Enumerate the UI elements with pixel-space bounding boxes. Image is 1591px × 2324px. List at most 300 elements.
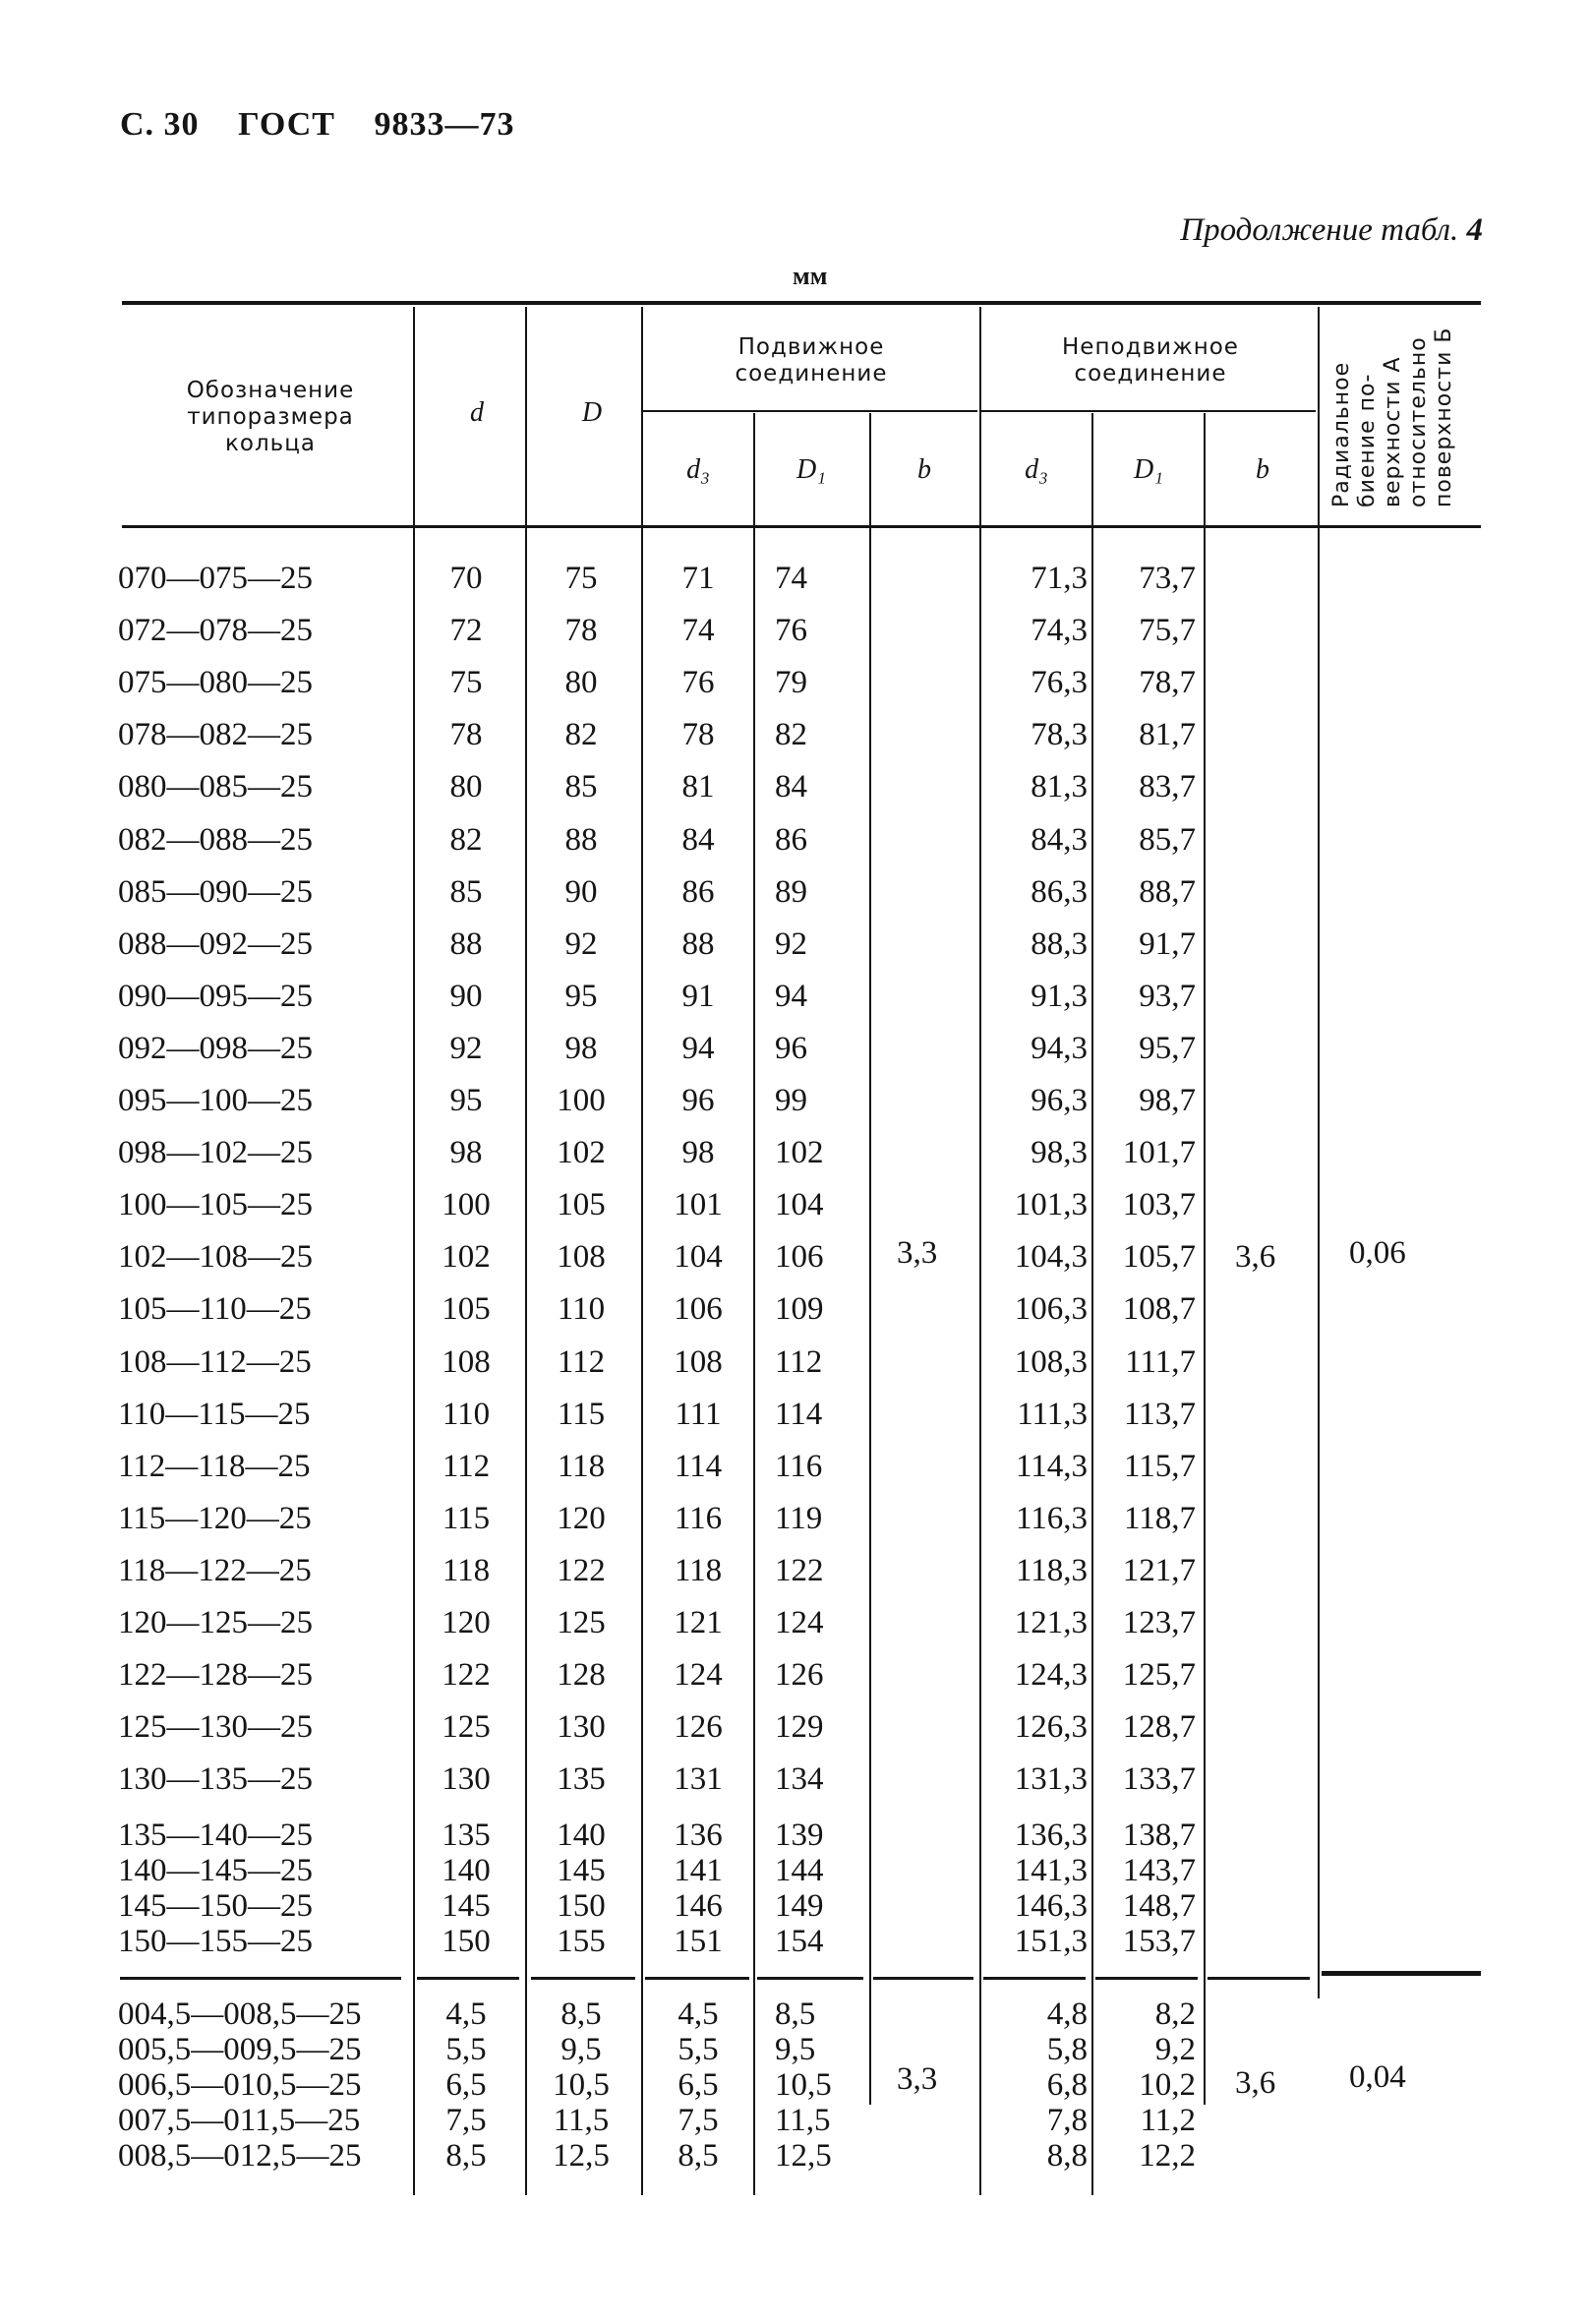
fixed-d3-cell: 136,3	[1014, 1817, 1088, 1853]
movable-D1-cell: 114	[775, 1397, 823, 1432]
d-cell: 135	[442, 1817, 491, 1853]
D-cell: 105	[557, 1187, 606, 1222]
table-row	[0, 1551, 1591, 1590]
fixed-D1-cell: 133,7	[1122, 1761, 1196, 1797]
D-cell: 108	[557, 1239, 606, 1275]
movable-d3-cell: 101	[674, 1187, 723, 1222]
group-separator-9	[1322, 1971, 1481, 1976]
fixed-d3-cell: 116,3	[1015, 1501, 1088, 1536]
fixed-d3-cell: 94,3	[1031, 1031, 1088, 1066]
designation-cell: 080—085—25	[118, 769, 313, 804]
movable-d3-cell: 124	[674, 1657, 723, 1693]
designation-cell: 090—095—25	[118, 979, 313, 1014]
movable-d3-cell: 118	[674, 1553, 723, 1588]
d-cell: 102	[442, 1239, 491, 1275]
movable-D1-cell: 109	[775, 1291, 824, 1327]
group-separator-3	[645, 1977, 749, 1980]
table-row	[0, 559, 1591, 598]
designation-header: Обозначение типоразмера кольца	[186, 378, 355, 456]
group-separator-5	[873, 1977, 973, 1980]
fixed-d3-cell: 106,3	[1014, 1291, 1088, 1327]
table-number: 4	[1466, 212, 1483, 248]
fixed-d3-cell: 118,3	[1015, 1553, 1088, 1588]
designation-cell: 105—110—25	[118, 1291, 312, 1327]
table-row	[0, 1133, 1591, 1172]
table-continuation	[983, 212, 1483, 249]
movable-D1-header: D₁	[796, 454, 826, 485]
fixed-D1-cell: 148,7	[1122, 1888, 1196, 1924]
D-cell: 150	[557, 1888, 606, 1924]
movable-D1-cell: 89	[775, 874, 807, 910]
movable-d3-cell: 108	[674, 1344, 723, 1380]
fixed-D1-cell: 138,7	[1122, 1817, 1196, 1853]
fixed-D1-cell: 98,7	[1139, 1083, 1196, 1118]
movable-d3-cell: 114	[674, 1449, 723, 1484]
D-cell: 125	[557, 1605, 606, 1640]
d-cell: 118	[442, 1553, 491, 1588]
fixed-D1-cell: 9,2	[1154, 2032, 1196, 2067]
table-row	[0, 1081, 1591, 1120]
movable-d3-cell: 76	[681, 665, 715, 700]
fixed-D1-cell: 85,7	[1139, 822, 1196, 858]
d-cell: 145	[442, 1888, 491, 1924]
designation-cell: 075—080—25	[118, 665, 313, 700]
D-cell: 82	[564, 717, 598, 752]
fixed-d3-cell: 71,3	[1031, 561, 1088, 596]
fixed-D1-cell: 113,7	[1123, 1397, 1196, 1432]
D-cell: 128	[557, 1657, 606, 1693]
d-cell: 85	[449, 874, 483, 910]
fixed-D1-cell: 95,7	[1139, 1031, 1196, 1066]
fixed-d3-cell: 74,3	[1031, 613, 1088, 648]
d-cell: 6,5	[445, 2067, 487, 2103]
fixed-d3-cell: 101,3	[1014, 1187, 1088, 1222]
D-cell: 140	[557, 1817, 606, 1853]
designation-cell: 070—075—25	[118, 561, 313, 596]
fixed-D1-cell: 118,7	[1123, 1501, 1196, 1536]
designation-cell: 112—118—25	[118, 1449, 311, 1484]
movable-d3-cell: 6,5	[678, 2067, 719, 2103]
D-cell: 118	[557, 1449, 606, 1484]
table-row	[0, 1886, 1591, 1926]
table-row	[0, 1029, 1591, 1068]
fixed-d3-cell: 8,8	[1046, 2138, 1088, 2174]
movable-D1-cell: 99	[775, 1083, 807, 1118]
d-cell: 150	[442, 1924, 491, 1959]
table-row	[0, 2138, 1591, 2177]
d-cell: 82	[449, 822, 483, 858]
D-cell: 145	[557, 1853, 606, 1888]
group2-runout: 0,04	[1349, 2059, 1406, 2095]
d-cell: 120	[442, 1605, 491, 1640]
group-separator-4	[757, 1977, 863, 1980]
designation-cell: 102—108—25	[118, 1239, 313, 1275]
D-cell: 85	[564, 769, 598, 804]
table-row	[0, 663, 1591, 702]
movable-D1-cell: 144	[775, 1853, 824, 1888]
d-cell: 140	[442, 1853, 491, 1888]
movable-d3-cell: 8,5	[678, 2138, 719, 2174]
movable-d3-cell: 131	[674, 1761, 723, 1797]
runout-header: Радиальное биение по- верхности А относительно поверхности Б	[1329, 327, 1456, 507]
fixed-D1-cell: 91,7	[1139, 926, 1196, 962]
movable-b-header: b	[917, 454, 931, 485]
fixed-D1-cell: 121,7	[1122, 1553, 1196, 1588]
designation-cell: 098—102—25	[118, 1135, 313, 1170]
fixed-D1-cell: 143,7	[1122, 1853, 1196, 1888]
D-cell: 95	[564, 979, 598, 1014]
group2-fixed-b: 3,6	[1235, 2065, 1276, 2101]
fixed-d3-cell: 126,3	[1014, 1709, 1088, 1745]
D-cell: 9,5	[560, 2032, 602, 2067]
movable-d3-cell: 116	[674, 1501, 723, 1536]
movable-D1-cell: 124	[775, 1605, 824, 1640]
fixed-d3-cell: 124,3	[1014, 1657, 1088, 1693]
movable-D1-cell: 104	[775, 1187, 824, 1222]
group-separator-2	[531, 1977, 635, 1980]
movable-D1-cell: 122	[775, 1553, 824, 1588]
D-cell: 120	[557, 1501, 606, 1536]
movable-D1-cell: 11,5	[775, 2103, 831, 2138]
movable-D1-cell: 76	[775, 613, 807, 648]
table-row	[0, 1851, 1591, 1890]
fixed-d3-cell: 131,3	[1014, 1761, 1088, 1797]
movable-d3-cell: 126	[674, 1709, 723, 1745]
movable-D1-cell: 112	[775, 1344, 823, 1380]
fixed-d3-cell: 4,8	[1046, 1996, 1088, 2032]
D-header: D	[581, 397, 603, 428]
d-cell: 108	[442, 1344, 491, 1380]
designation-cell: 078—082—25	[118, 717, 313, 752]
group-separator-8	[1208, 1977, 1310, 1980]
designation-cell: 095—100—25	[118, 1083, 313, 1118]
d-cell: 130	[442, 1761, 491, 1797]
fixed-d3-cell: 7,8	[1046, 2103, 1088, 2138]
fixed-d3-cell: 81,3	[1031, 769, 1088, 804]
table-row	[0, 1759, 1591, 1799]
d-cell: 95	[449, 1083, 483, 1118]
d-cell: 105	[442, 1291, 491, 1327]
movable-D1-cell: 74	[775, 561, 807, 596]
designation-cell: 008,5—012,5—25	[118, 2138, 362, 2174]
group1-fixed-b: 3,6	[1235, 1239, 1276, 1275]
fixed-D1-cell: 12,2	[1139, 2138, 1196, 2174]
movable-D1-cell: 84	[775, 769, 807, 804]
table-row	[0, 1816, 1591, 1855]
group2-movable-b: 3,3	[897, 2061, 938, 2097]
movable-d3-cell: 141	[674, 1853, 723, 1888]
fixed-D1-cell: 83,7	[1139, 769, 1196, 804]
designation-cell: 005,5—009,5—25	[118, 2032, 362, 2067]
movable-d3-cell: 7,5	[678, 2103, 719, 2138]
d-header: d	[470, 397, 484, 428]
fixed-D1-cell: 93,7	[1139, 979, 1196, 1014]
fixed-D1-header: D₁	[1134, 454, 1163, 485]
fixed-d3-cell: 96,3	[1031, 1083, 1088, 1118]
fixed-D1-cell: 101,7	[1122, 1135, 1196, 1170]
movable-d3-cell: 136	[674, 1817, 723, 1853]
unit-label: мм	[793, 262, 828, 290]
table-row	[0, 1707, 1591, 1747]
designation-cell: 135—140—25	[118, 1817, 313, 1853]
movable-D1-cell: 106	[775, 1239, 824, 1275]
movable-D1-cell: 149	[775, 1888, 824, 1924]
designation-cell: 004,5—008,5—25	[118, 1996, 362, 2032]
movable-D1-cell: 86	[775, 822, 807, 858]
fixed-d3-cell: 111,3	[1017, 1397, 1088, 1432]
fixed-D1-cell: 128,7	[1122, 1709, 1196, 1745]
fixed-d3-cell: 86,3	[1031, 874, 1088, 910]
designation-cell: 145—150—25	[118, 1888, 313, 1924]
movable-D1-cell: 102	[775, 1135, 824, 1170]
continuation-label: Продолжение табл.	[1180, 212, 1459, 248]
fixed-D1-cell: 103,7	[1122, 1187, 1196, 1222]
movable-d3-cell: 71	[681, 561, 715, 596]
movable-d3-cell: 106	[674, 1291, 723, 1327]
fixed-d3-cell: 151,3	[1014, 1924, 1088, 1959]
movable-d3-cell: 151	[674, 1924, 723, 1959]
designation-cell: 110—115—25	[118, 1397, 311, 1432]
d-cell: 5,5	[445, 2032, 487, 2067]
movable-D1-cell: 82	[775, 717, 807, 752]
movable-d3-cell: 104	[674, 1239, 723, 1275]
movable-d3-cell: 5,5	[678, 2032, 719, 2067]
fixed-d3-cell: 98,3	[1031, 1135, 1088, 1170]
fixed-D1-cell: 115,7	[1123, 1449, 1196, 1484]
movable-d3-cell: 4,5	[678, 1996, 719, 2032]
movable-D1-cell: 154	[775, 1924, 824, 1959]
table-row	[0, 820, 1591, 860]
D-cell: 130	[557, 1709, 606, 1745]
movable-D1-cell: 119	[775, 1501, 823, 1536]
group1-movable-b: 3,3	[897, 1235, 938, 1271]
D-cell: 135	[557, 1761, 606, 1797]
page-header	[120, 106, 544, 144]
movable-D1-cell: 9,5	[775, 2032, 816, 2067]
fixed-d3-cell: 108,3	[1014, 1344, 1088, 1380]
designation-cell: 072—078—25	[118, 613, 313, 648]
movable-D1-cell: 12,5	[775, 2138, 832, 2174]
movable-D1-cell: 79	[775, 665, 807, 700]
movable-d3-cell: 121	[674, 1605, 723, 1640]
movable-d3-cell: 146	[674, 1888, 723, 1924]
d-cell: 75	[449, 665, 483, 700]
designation-cell: 120—125—25	[118, 1605, 313, 1640]
designation-cell: 140—145—25	[118, 1853, 313, 1888]
designation-cell: 085—090—25	[118, 874, 313, 910]
group-separator-1	[417, 1977, 519, 1980]
table-row	[0, 1447, 1591, 1486]
d-cell: 70	[449, 561, 483, 596]
table-row	[0, 1499, 1591, 1538]
D-cell: 80	[564, 665, 598, 700]
table-row	[0, 1655, 1591, 1695]
designation-cell: 122—128—25	[118, 1657, 313, 1693]
movable-D1-cell: 94	[775, 979, 807, 1014]
D-cell: 8,5	[560, 1996, 602, 2032]
D-cell: 155	[557, 1924, 606, 1959]
group-separator-7	[1095, 1977, 1198, 1980]
designation-cell: 082—088—25	[118, 822, 313, 858]
table-row	[0, 977, 1591, 1016]
table-row	[0, 1996, 1591, 2036]
D-cell: 100	[557, 1083, 606, 1118]
D-cell: 98	[564, 1031, 598, 1066]
fixed-D1-cell: 78,7	[1139, 665, 1196, 700]
designation-cell: 100—105—25	[118, 1187, 313, 1222]
D-cell: 11,5	[553, 2103, 610, 2138]
movable-connection-header: Подвижное соединение	[735, 334, 888, 387]
d-cell: 100	[442, 1187, 491, 1222]
fixed-d3-cell: 76,3	[1031, 665, 1088, 700]
fixed-b-header: b	[1256, 454, 1269, 485]
movable-D1-cell: 116	[775, 1449, 823, 1484]
movable-d3-cell: 86	[681, 874, 715, 910]
designation-cell: 088—092—25	[118, 926, 313, 962]
fixed-d3-cell: 146,3	[1014, 1888, 1088, 1924]
fixed-D1-cell: 111,7	[1125, 1344, 1196, 1380]
designation-cell: 115—120—25	[118, 1501, 312, 1536]
D-cell: 90	[564, 874, 598, 910]
movable-d3-cell: 84	[681, 822, 715, 858]
d-cell: 72	[449, 613, 483, 648]
movable-d3-cell: 88	[681, 926, 715, 962]
designation-cell: 150—155—25	[118, 1924, 313, 1959]
d-cell: 4,5	[445, 1996, 487, 2032]
fixed-D1-cell: 8,2	[1154, 1996, 1196, 2032]
fixed-d3-cell: 104,3	[1014, 1239, 1088, 1275]
fixed-D1-cell: 125,7	[1122, 1657, 1196, 1693]
table-row	[0, 1395, 1591, 1434]
movable-d3-cell: 96	[681, 1083, 715, 1118]
table-row	[0, 715, 1591, 754]
table-row	[0, 1342, 1591, 1382]
movable-sub-rule	[643, 410, 977, 412]
fixed-d3-cell: 6,8	[1046, 2067, 1088, 2103]
table-row	[0, 924, 1591, 964]
fixed-D1-cell: 105,7	[1122, 1239, 1196, 1275]
d-cell: 122	[442, 1657, 491, 1693]
movable-D1-cell: 8,5	[775, 1996, 816, 2032]
table-row	[0, 767, 1591, 806]
d-cell: 7,5	[445, 2103, 487, 2138]
designation-cell: 130—135—25	[118, 1761, 313, 1797]
d-cell: 78	[449, 717, 483, 752]
fixed-D1-cell: 10,2	[1139, 2067, 1196, 2103]
d-cell: 125	[442, 1709, 491, 1745]
designation-cell: 125—130—25	[118, 1709, 313, 1745]
D-cell: 102	[557, 1135, 606, 1170]
fixed-D1-cell: 88,7	[1139, 874, 1196, 910]
header-bottom-rule	[122, 525, 1481, 528]
d-cell: 90	[449, 979, 483, 1014]
fixed-d3-cell: 121,3	[1014, 1605, 1088, 1640]
movable-D1-cell: 10,5	[775, 2067, 832, 2103]
D-cell: 88	[564, 822, 598, 858]
d-cell: 88	[449, 926, 483, 962]
table-row	[0, 872, 1591, 912]
D-cell: 115	[557, 1397, 606, 1432]
table-row	[0, 611, 1591, 650]
fixed-d3-cell: 78,3	[1031, 717, 1088, 752]
d-cell: 115	[442, 1501, 491, 1536]
D-cell: 12,5	[553, 2138, 610, 2174]
group1-runout: 0,06	[1349, 1235, 1406, 1271]
movable-d3-cell: 78	[681, 717, 715, 752]
fixed-connection-header: Неподвижное соединение	[1062, 334, 1239, 387]
page-number: С. 30	[120, 106, 200, 143]
fixed-sub-rule	[981, 410, 1316, 412]
fixed-d3-cell: 114,3	[1015, 1449, 1088, 1484]
designation-cell: 108—112—25	[118, 1344, 312, 1380]
movable-D1-cell: 134	[775, 1761, 824, 1797]
movable-d3-cell: 74	[681, 613, 715, 648]
fixed-D1-cell: 153,7	[1122, 1924, 1196, 1959]
group-separator-left	[120, 1977, 401, 1980]
fixed-D1-cell: 108,7	[1122, 1291, 1196, 1327]
table-row	[0, 1289, 1591, 1329]
fixed-D1-cell: 73,7	[1139, 561, 1196, 596]
d-cell: 110	[442, 1397, 491, 1432]
designation-cell: 007,5—011,5—25	[118, 2103, 361, 2138]
designation-cell: 006,5—010,5—25	[118, 2067, 362, 2103]
D-cell: 75	[564, 561, 598, 596]
D-cell: 112	[557, 1344, 606, 1380]
fixed-d3-cell: 141,3	[1014, 1853, 1088, 1888]
table-row	[0, 1922, 1591, 1961]
table-row	[0, 1185, 1591, 1224]
table-row	[0, 2103, 1591, 2142]
movable-d3-cell: 98	[681, 1135, 715, 1170]
designation-cell: 118—122—25	[118, 1553, 312, 1588]
movable-D1-cell: 126	[775, 1657, 824, 1693]
fixed-D1-cell: 11,2	[1140, 2103, 1196, 2138]
D-cell: 92	[564, 926, 598, 962]
fixed-d3-cell: 91,3	[1031, 979, 1088, 1014]
standard-number: 9833—73	[374, 106, 515, 143]
group-separator-6	[983, 1977, 1086, 1980]
fixed-D1-cell: 75,7	[1139, 613, 1196, 648]
movable-D1-cell: 139	[775, 1817, 824, 1853]
movable-d3-header: d₃	[686, 454, 710, 485]
movable-D1-cell: 129	[775, 1709, 824, 1745]
movable-D1-cell: 92	[775, 926, 807, 962]
fixed-d3-cell: 5,8	[1046, 2032, 1088, 2067]
table-top-rule	[122, 301, 1481, 305]
d-cell: 92	[449, 1031, 483, 1066]
D-cell: 78	[564, 613, 598, 648]
fixed-d3-cell: 88,3	[1031, 926, 1088, 962]
movable-d3-cell: 111	[675, 1397, 722, 1432]
table-row	[0, 1603, 1591, 1642]
movable-D1-cell: 96	[775, 1031, 807, 1066]
d-cell: 112	[442, 1449, 491, 1484]
standard-label: ГОСТ	[238, 106, 335, 143]
d-cell: 8,5	[445, 2138, 487, 2174]
movable-d3-cell: 91	[681, 979, 715, 1014]
D-cell: 110	[557, 1291, 606, 1327]
d-cell: 80	[449, 769, 483, 804]
D-cell: 10,5	[553, 2067, 610, 2103]
fixed-d3-header: d₃	[1025, 454, 1048, 485]
d-cell: 98	[449, 1135, 483, 1170]
designation-cell: 092—098—25	[118, 1031, 313, 1066]
movable-d3-cell: 81	[681, 769, 715, 804]
movable-d3-cell: 94	[681, 1031, 715, 1066]
fixed-D1-cell: 123,7	[1122, 1605, 1196, 1640]
fixed-d3-cell: 84,3	[1031, 822, 1088, 858]
fixed-D1-cell: 81,7	[1139, 717, 1196, 752]
